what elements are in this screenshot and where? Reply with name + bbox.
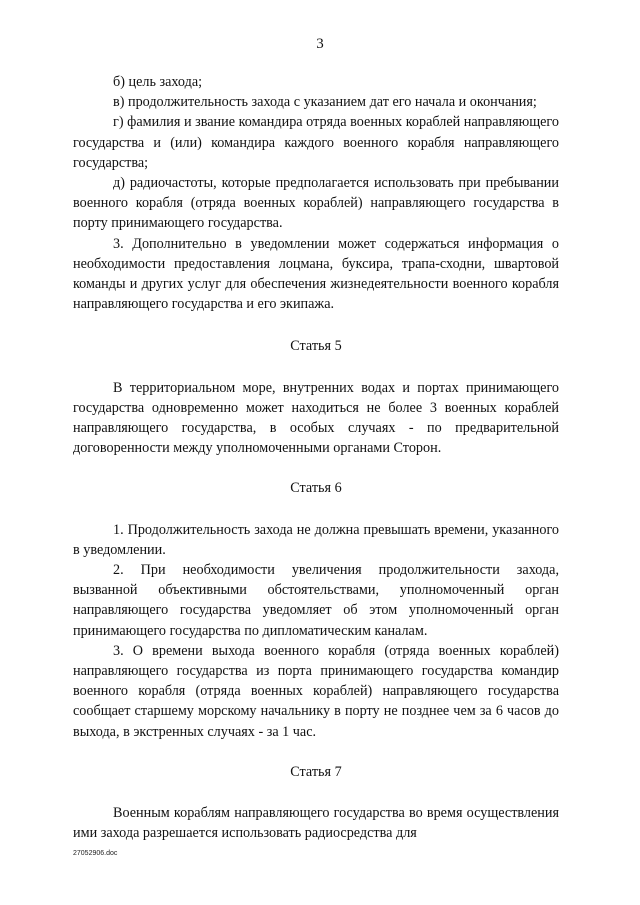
list-item-b: б) цель захода; <box>113 74 203 90</box>
list-item-d: д) радиочастоты, которые предполагается использовать при пребывании военного корабля (отряда военных кораблей) направляющего государства в порту принимающего государства. <box>73 175 559 232</box>
article-6-paragraph-2: 2. При необходимости увеличения продолжительности захода, вызванной объективными обстоятельствами, уполномоченный орган направляющего государства уведомляет об этом уполномоченный орган принимающего государства по дипломатическим каналам. <box>73 562 559 639</box>
document-body <box>73 72 559 844</box>
paragraph-3: 3. Дополнительно в уведомлении может содержаться информация о необходимости предоставления лоцмана, буксира, трапа-сходни, швартовой команды и других услуг для обеспечения жизнедеятельности военного корабля направляющего государства и его экипажа. <box>73 235 559 313</box>
page-number: 3 <box>316 36 324 52</box>
file-name-footer: 27052906.doc <box>73 850 118 857</box>
article-7-title: Статья 7 <box>290 763 342 780</box>
article-5-title: Статья 5 <box>290 338 342 355</box>
list-item-v: в) продолжительность захода с указанием дат его начала и окончания; <box>113 94 537 111</box>
article-7-paragraph: Военным кораблям направляющего государства во время осуществления ими захода разрешается использовать радиосредства для <box>73 805 559 842</box>
list-item-g: г) фамилия и звание командира отряда военных кораблей направляющего государства и (или) командира каждого военного корабля направляющего государства; <box>73 114 559 171</box>
article-5-paragraph: В территориальном море, внутренних водах и портах принимающего государства одновременно может находиться не более 3 военных кораблей направляющего государства, в особых случаях - по предварительной договоренности между уполномоченными органами Сторон. <box>73 379 559 457</box>
article-6-paragraph-1: 1. Продолжительность захода не должна превышать времени, указанного в уведомлении. <box>73 521 559 558</box>
article-6-title: Статья 6 <box>290 480 342 497</box>
article-6-paragraph-3: 3. О времени выхода военного корабля (отряда военных кораблей) направляющего государства из порта принимающего государства командир военного корабля (отряда военных кораблей) направляющего государства сообщает старшему морскому начальнику в порту не позднее чем за 6 часов до выхода, в экстренных случаях - за 1 час. <box>73 642 559 740</box>
